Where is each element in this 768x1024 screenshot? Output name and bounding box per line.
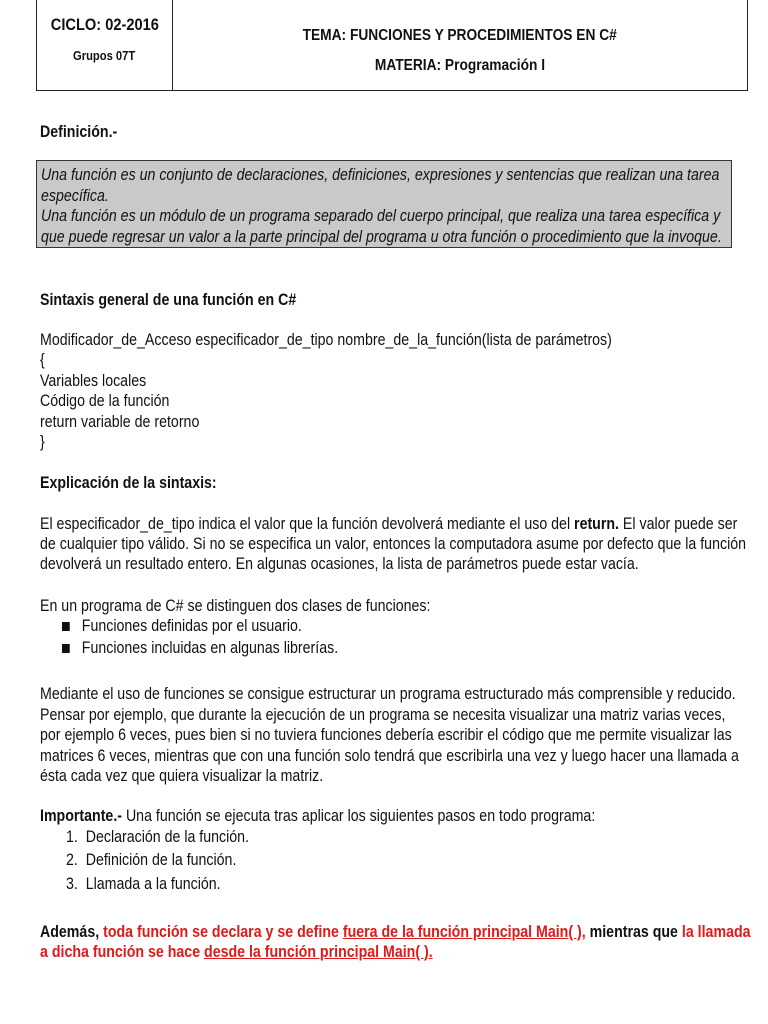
definition-line: específica.: [41, 186, 109, 205]
syntax-line: }: [40, 433, 45, 451]
clases-intro: En un programa de C# se distinguen dos clases de funciones:: [40, 597, 431, 615]
explicacion-line: El especificador_de_tipo indica el valor que la función devolverá mediante el uso del return. El valor puede ser: [40, 515, 738, 533]
syntax-line: Variables locales: [40, 372, 147, 390]
ciclo-label: CICLO: 02-2016: [50, 15, 159, 34]
definition-box: [36, 160, 732, 248]
definicion-heading: Definición.-: [40, 123, 118, 141]
paragraph-line: Mediante el uso de funciones se consigue estructurar un programa estructurado más comprensible y reducido.: [40, 685, 736, 703]
list-item: Funciones incluidas en algunas librerías.: [62, 638, 338, 659]
materia-title: MATERIA: Programación I: [374, 57, 546, 74]
definition-line: que puede regresar un valor a la parte principal del programa u otra función o procedimiento que la invoque.: [41, 227, 722, 246]
paragraph-line: ésta cada vez que quiera visualizar la matriz.: [40, 767, 324, 785]
header-right-cell: [173, 0, 747, 90]
definition-line: Una función es un módulo de un programa separado del cuerpo principal, que realiza una tarea específica y: [41, 207, 721, 225]
syntax-line: {: [40, 351, 45, 369]
header-left-cell: [37, 0, 173, 90]
syntax-line: Código de la función: [40, 392, 170, 410]
list-item: 3. Llamada a la función.: [66, 875, 221, 893]
bullet-square-icon: [62, 644, 70, 653]
paragraph-line: Pensar por ejemplo, que durante la ejecución de un programa se necesita visualizar una matriz varias veces,: [40, 706, 726, 724]
tema-title: TEMA: FUNCIONES Y PROCEDIMIENTOS EN C#: [302, 27, 618, 44]
paragraph-line: por ejemplo 6 veces, pues bien si no tuviera funciones debería escribir el código que me permite visualizar las: [40, 726, 732, 744]
explicacion-line: devolverá un resultado entero. En algunas ocasiones, la lista de parámetros puede estar vacía.: [40, 555, 639, 573]
importante-line: Importante.- Una función se ejecuta tras aplicar los siguientes pasos en todo programa:: [40, 807, 596, 825]
paragraph-line: matrices 6 veces, mientras que con una función solo tendrá que escribirla una vez y luego hacer una llamada a: [40, 747, 739, 765]
header-table: [36, 0, 748, 91]
list-item: 2. Definición de la función.: [66, 851, 237, 869]
bullet-square-icon: [62, 622, 70, 631]
importante-label: Importante.-: [40, 807, 122, 825]
ademas-line: a dicha función se hace desde la función principal Main( ).: [40, 943, 433, 961]
sintaxis-heading: Sintaxis general de una función en C#: [40, 291, 297, 309]
list-item: Funciones definidas por el usuario.: [62, 616, 302, 637]
fuera-main-link-text: fuera de la función principal Main( ),: [342, 923, 586, 941]
desde-main-text: desde la función principal Main( ).: [204, 943, 433, 961]
explicacion-line: de cualquier tipo válido. Si no se especifica un valor, entonces la computadora asume por defecto que la función: [40, 535, 747, 553]
explicacion-heading: Explicación de la sintaxis:: [40, 474, 217, 492]
syntax-line: return variable de retorno: [40, 413, 200, 431]
definition-line: Una función es un conjunto de declaraciones, definiciones, expresiones y sentencias que realizan una tarea: [41, 166, 720, 184]
grupos-label: Grupos 07T: [73, 48, 136, 63]
syntax-line: Modificador_de_Acceso especificador_de_tipo nombre_de_la_función(lista de parámetros): [40, 331, 612, 349]
ademas-line: Además, toda función se declara y se define fuera de la función principal Main( ), mientras que la llamada: [40, 923, 751, 941]
return-keyword: return.: [574, 515, 619, 533]
list-item: 1. Declaración de la función.: [66, 828, 250, 846]
